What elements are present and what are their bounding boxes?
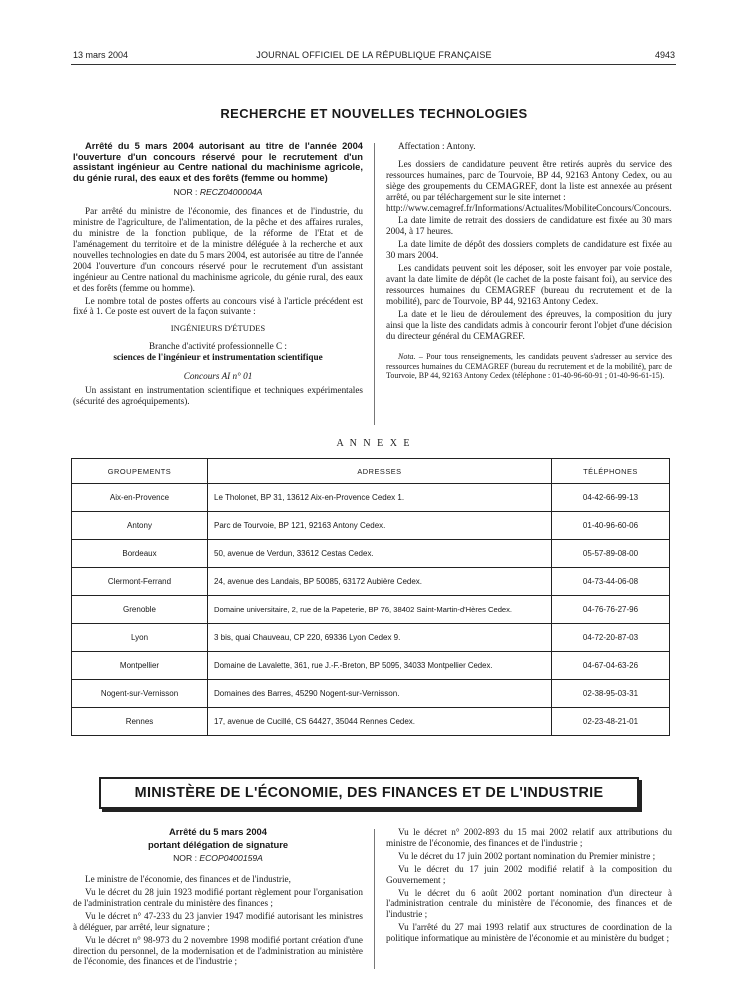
arrete1-branche: Branche d'activité professionnelle C : — [149, 341, 287, 352]
telephone-cell: 04-67-04-63-26 — [552, 652, 670, 680]
header-date: 13 mars 2004 — [73, 50, 129, 60]
arrete1-corps: INGÉNIEURS D'ÉTUDES — [170, 323, 266, 334]
adresse-cell: 3 bis, quai Chauveau, CP 220, 69336 Lyon Cedex 9. — [208, 624, 552, 652]
arrete1-branche-bold: sciences de l'ingénieur et instrumentation scientifique — [113, 352, 323, 363]
annexe-header-telephones: TÉLÉPHONES — [552, 459, 670, 484]
table-row — [72, 708, 670, 736]
arrete1-paragraph-1: Par arrêté du ministre de l'économie, des finances et de l'industrie, du ministre de l'agriculture, de l'alimentation, de la pêche et des affaires rurales, du ministre de la fonction publique, de la réforme de l'Etat et de l'aménagement du territoire et de la ministre déléguée à la recherche et aux nouvelles technologies en date du 5 mars 2004, est autorisée au titre de l'année 2004 l'ouverture d'un concours réservé pour le recrutement d'un assistant ingénieur au Centre national du machinisme agricole, du génie rural, des eaux et des forêts (femme ou homme). — [73, 206, 363, 293]
annexe-header-adresses: ADRESSES — [208, 459, 552, 484]
arrete2-nor-code: ECOP0400159A — [199, 853, 263, 864]
arrete1-concours: Concours AI n° 01 — [183, 371, 253, 382]
groupement-cell: Bordeaux — [72, 540, 208, 568]
table-row — [72, 568, 670, 596]
telephone-cell: 04-42-66-99-13 — [552, 484, 670, 512]
groupement-cell: Rennes — [72, 708, 208, 736]
arrete1-note-text: – Pour tous renseignements, les candidats peuvent s'adresser au service des ressources humaines du CEMAGREF (bureau du recrutement et de la mobilité), parc de Tourvoie, BP 44, 92163 Antony Cedex (téléphone : 01-40-96-60-91 ; 01-40-96-61-15). — [386, 352, 672, 381]
column-divider — [374, 143, 375, 425]
telephone-cell: 02-38-95-03-31 — [552, 680, 670, 708]
adresse-cell: Domaine universitaire, 2, rue de la Papeterie, BP 76, 38402 Saint-Martin-d'Hères Cedex. — [208, 596, 552, 624]
arrete1-title: Arrêté du 5 mars 2004 autorisant au titre de l'année 2004 l'ouverture d'un concours réservé pour le recrutement d'un assistant ingénieur au Centre national du machinisme agricole, du génie rural, des eaux et des forêts (femme ou homme) — [73, 140, 363, 183]
arrete2-right-paragraph: Vu le décret n° 2002-893 du 15 mai 2002 relatif aux attributions du ministre de l'économie, des finances et de l'industrie ; — [386, 827, 672, 848]
section-title: RECHERCHE ET NOUVELLES TECHNOLOGIES — [220, 106, 528, 121]
telephone-cell: 01-40-96-60-06 — [552, 512, 670, 540]
groupement-cell: Lyon — [72, 624, 208, 652]
groupement-cell: Nogent-sur-Vernisson — [72, 680, 208, 708]
adresse-cell: 17, avenue de Cucillé, CS 64427, 35044 Rennes Cedex. — [208, 708, 552, 736]
groupement-cell: Aix-en-Provence — [72, 484, 208, 512]
left-column-arrete2 — [73, 827, 363, 969]
arrete1-envoi: Les candidats peuvent soit les déposer, soit les envoyer par voie postale, avant la date limite de dépôt (le cachet de la poste faisant foi), au service des ressources humaines du CEMAGREF (bureau du recrutement et de la mobilité), parc de Tourvoie, BP 44, 92163 Antony Cedex. — [386, 263, 672, 306]
arrete1-paragraph-2: Le nombre total de postes offerts au concours visé à l'article précédent est fixé à 1. Ce poste est ouvert de la façon suivante : — [73, 295, 363, 317]
arrete2-right-paragraph: Vu le décret du 6 août 2002 portant nomination d'un directeur à l'administration centrale du ministère de l'économie, des finances et de l'industrie ; — [386, 887, 672, 920]
arrete2-left-paragraph: Vu le décret n° 98-973 du 2 novembre 1998 modifié portant création d'une direction du personnel, de la modernisation et de l'administration au ministère de l'économie, des finances et de l'industrie ; — [73, 934, 363, 967]
table-row — [72, 680, 670, 708]
arrete2-title-line1: Arrêté du 5 mars 2004 — [169, 826, 267, 837]
right-column-arrete1 — [386, 141, 672, 383]
arrete2-nor-label: NOR : — [173, 853, 197, 864]
groupement-cell: Grenoble — [72, 596, 208, 624]
arrete1-nor — [73, 187, 363, 198]
annexe-header-row — [72, 459, 670, 484]
arrete2-left-paragraph: Vu le décret du 28 juin 1923 modifié portant règlement pour l'organisation de l'administration centrale du ministère des finances ; — [73, 887, 363, 908]
arrete2-left-paragraph: Vu le décret n° 47-233 du 23 janvier 1947 modifié autorisant les ministres à déléguer, par arrêté, leur signature ; — [73, 910, 363, 932]
adresse-cell: Domaines des Barres, 45290 Nogent-sur-Vernisson. — [208, 680, 552, 708]
adresse-cell: Le Tholonet, BP 31, 13612 Aix-en-Provence Cedex 1. — [208, 484, 552, 512]
arrete2-left-paragraph: Le ministre de l'économie, des finances et de l'industrie, — [85, 874, 291, 885]
header-journal: JOURNAL OFFICIEL DE LA RÉPUBLIQUE FRANÇAISE — [256, 50, 492, 60]
arrete2-right-paragraph: Vu le décret du 17 juin 2002 portant nomination du Premier ministre ; — [398, 850, 656, 861]
arrete1-retrait: Les dossiers de candidature peuvent être retirés auprès du service des ressources humaines, parc de Tourvoie, BP 44, 92163 Antony Cedex, ou au siège des groupements du CEMAGREF, dont la liste est annexée au présent arrêté, ou par téléchargement sur le site internet : — [386, 158, 672, 202]
telephone-cell: 04-73-44-06-08 — [552, 568, 670, 596]
table-row — [72, 652, 670, 680]
arrete2-right-paragraph: Vu le décret du 17 juin 2002 modifié relatif à la composition du Gouvernement ; — [386, 863, 672, 885]
arrete1-note-label: Nota. — [398, 352, 416, 362]
annexe-title: A N N E X E — [336, 438, 412, 449]
arrete1-date-retrait: La date limite de retrait des dossiers de candidature est fixée au 30 mars 2004, à 17 heures. — [386, 215, 672, 237]
arrete1-note — [386, 352, 672, 380]
telephone-cell: 04-72-20-87-03 — [552, 624, 670, 652]
table-row — [72, 540, 670, 568]
arrete1-date-depot: La date limite de dépôt des dossiers complets de candidature est fixée au 30 mars 2004. — [386, 239, 672, 261]
groupement-cell: Montpellier — [72, 652, 208, 680]
annexe-table — [71, 458, 670, 736]
arrete1-url: http://www.cemagref.fr/Informations/Actualites/MobiliteConcours/Concours. — [386, 202, 672, 213]
telephone-cell: 04-76-76-27-96 — [552, 596, 670, 624]
table-row — [72, 484, 670, 512]
right-column-arrete2 — [386, 827, 672, 946]
arrete1-nor-label: NOR : — [173, 187, 198, 198]
adresse-cell: Parc de Tourvoie, BP 121, 92163 Antony Cedex. — [208, 512, 552, 540]
telephone-cell: 05-57-89-08-00 — [552, 540, 670, 568]
arrete2-nor — [73, 853, 363, 864]
adresse-cell: 24, avenue des Landais, BP 50085, 63172 Aubière Cedex. — [208, 568, 552, 596]
arrete2-title-line2: portant délégation de signature — [147, 838, 289, 850]
header-rule — [71, 64, 676, 65]
adresse-cell: Domaine de Lavalette, 361, rue J.-F.-Breton, BP 5095, 34033 Montpellier Cedex. — [208, 652, 552, 680]
table-row — [72, 512, 670, 540]
arrete1-affectation: Affectation : Antony. — [398, 141, 476, 151]
column-divider-2 — [374, 829, 375, 969]
ministry-banner — [99, 777, 639, 809]
groupement-cell: Clermont-Ferrand — [72, 568, 208, 596]
arrete1-paragraph-3: Un assistant en instrumentation scientifique et techniques expérimentales (sécurité des agroéquipements). — [73, 384, 363, 406]
table-row — [72, 624, 670, 652]
header-page-number: 4943 — [654, 50, 675, 60]
left-column-arrete1 — [73, 141, 363, 409]
groupement-cell: Antony — [72, 512, 208, 540]
arrete2-right-paragraph: Vu l'arrêté du 27 mai 1993 relatif aux structures de coordination de la politique informatique au ministère de l'économie et au ministère du budget ; — [386, 922, 672, 944]
ministry-title: MINISTÈRE DE L'ÉCONOMIE, DES FINANCES ET DE L'INDUSTRIE — [134, 785, 604, 801]
arrete1-epreuves: La date et le lieu de déroulement des épreuves, la composition du jury ainsi que la liste des candidats admis à concourir feront l'objet d'une décision du directeur général du CEMAGREF. — [386, 308, 672, 341]
telephone-cell: 02-23-48-21-01 — [552, 708, 670, 736]
arrete1-nor-code: RECZ0400004A — [199, 187, 263, 198]
adresse-cell: 50, avenue de Verdun, 33612 Cestas Cedex. — [208, 540, 552, 568]
annexe-header-groupements: GROUPEMENTS — [72, 459, 208, 484]
table-row — [72, 596, 670, 624]
